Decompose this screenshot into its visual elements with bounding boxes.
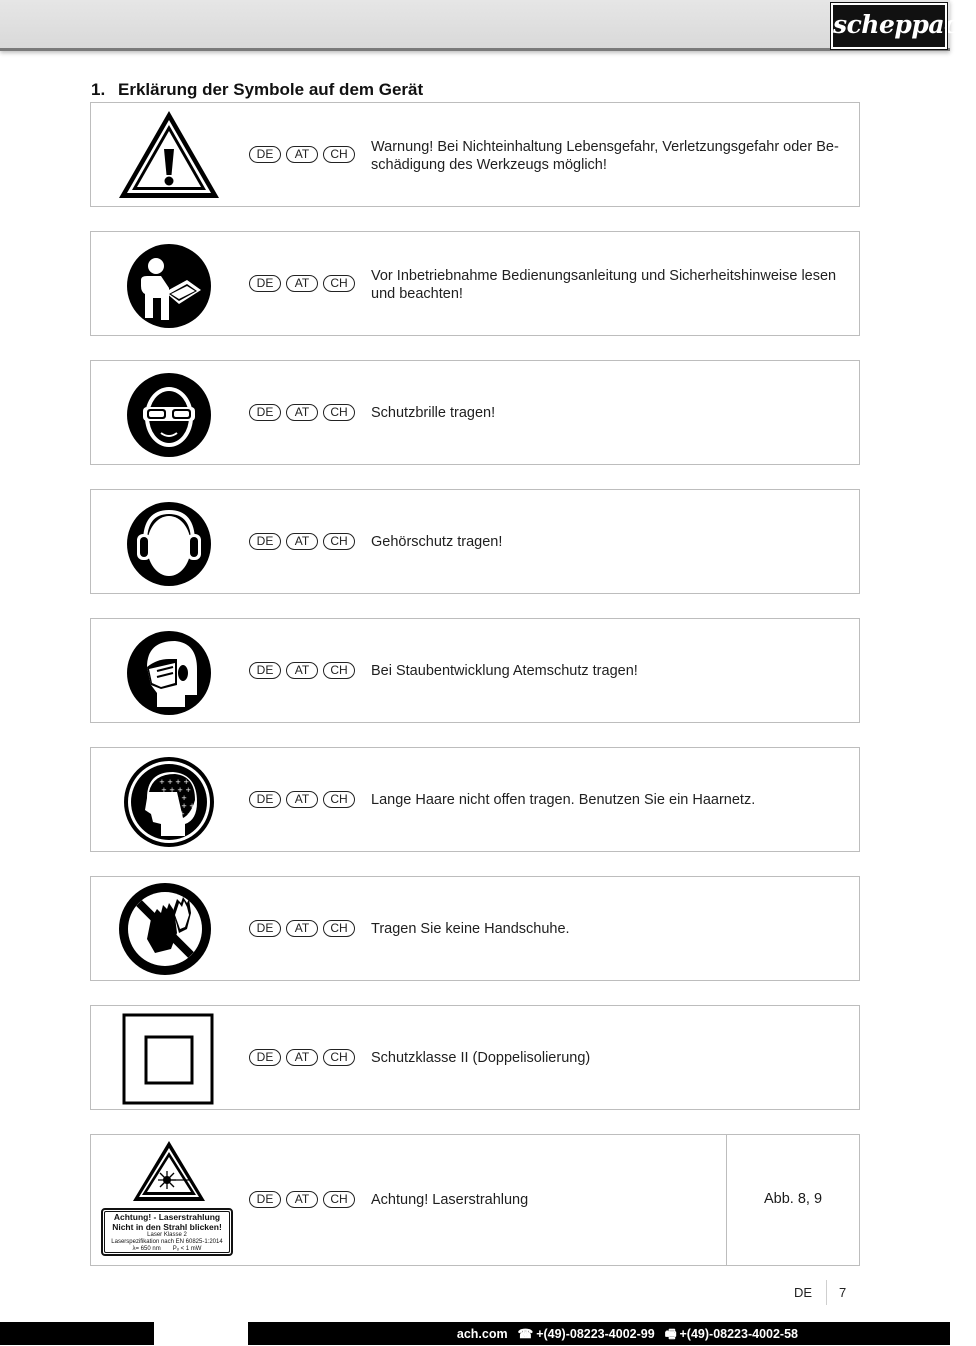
brand-logo: scheppach xyxy=(831,3,947,49)
section-title xyxy=(91,80,423,100)
country-tag-at: AT xyxy=(286,146,318,163)
country-tag-de: DE xyxy=(249,662,281,679)
header-bar xyxy=(0,0,976,51)
footer-divider xyxy=(826,1280,827,1305)
svg-text:+ + + +: + + + + xyxy=(159,778,190,786)
symbol-row-warning xyxy=(90,102,860,207)
country-tags xyxy=(249,1049,360,1067)
country-tag-de: DE xyxy=(249,1191,281,1208)
read-manual-icon xyxy=(117,236,221,331)
laser-power: Pₒ < 1 mW xyxy=(172,1246,202,1252)
symbol-row-ear-protection xyxy=(90,489,860,594)
symbol-description: Schutzbrille tragen! xyxy=(371,405,496,421)
symbol-row-hairnet xyxy=(90,747,860,852)
page-language: DE xyxy=(794,1285,813,1300)
laser-label-line3: Laser Klasse 2 xyxy=(147,1232,187,1238)
country-tag-de: DE xyxy=(249,791,281,808)
country-tags xyxy=(249,146,360,164)
country-tag-at: AT xyxy=(286,275,318,292)
country-tag-de: DE xyxy=(249,533,281,550)
warning-triangle-icon xyxy=(117,107,221,202)
svg-text:+ + +: + + + xyxy=(173,802,196,810)
laser-warning-label xyxy=(101,1208,233,1256)
country-tags xyxy=(249,533,360,551)
country-tag-at: AT xyxy=(286,1049,318,1066)
fax-icon: 🖷 xyxy=(664,1327,677,1341)
country-tags xyxy=(249,791,360,809)
symbol-description: Vor Inbetriebnahme Bedienungsanleitung und Sicherheitshinweise lesen und beachten! xyxy=(371,268,837,302)
country-tags xyxy=(249,1191,360,1209)
contact-bar xyxy=(0,1322,950,1345)
svg-text:+ + + +: + + + + xyxy=(161,786,192,794)
safety-goggles-icon xyxy=(117,365,221,460)
country-tag-de: DE xyxy=(249,404,281,421)
country-tags xyxy=(249,275,360,293)
page-number: 7 xyxy=(839,1285,847,1300)
laser-wavelength: λ= 650 nm xyxy=(132,1246,161,1252)
symbol-row-read-manual xyxy=(90,231,860,336)
symbol-row-protection-class xyxy=(90,1005,860,1110)
figure-reference: Abb. 8, 9 xyxy=(763,1191,823,1207)
phone-icon: ☎ xyxy=(517,1327,534,1341)
country-tag-at: AT xyxy=(286,404,318,421)
country-tag-at: AT xyxy=(286,791,318,808)
symbol-description: Schutzklasse II (Doppelisolierung) xyxy=(371,1050,591,1066)
country-tag-ch: CH xyxy=(323,404,355,421)
laser-label-line1: Achtung! - Laserstrahlung xyxy=(113,1212,221,1222)
country-tag-ch: CH xyxy=(323,1049,355,1066)
symbol-description: Bei Staubentwicklung Atemschutz tragen! xyxy=(371,663,638,679)
contact-bar-gap xyxy=(154,1322,248,1345)
country-tag-ch: CH xyxy=(323,920,355,937)
country-tag-at: AT xyxy=(286,533,318,550)
country-tag-de: DE xyxy=(249,1049,281,1066)
country-tags xyxy=(249,404,360,422)
country-tag-ch: CH xyxy=(323,275,355,292)
country-tag-ch: CH xyxy=(323,533,355,550)
country-tag-ch: CH xyxy=(323,146,355,163)
symbol-row-no-gloves xyxy=(90,876,860,981)
contact-info xyxy=(457,1325,798,1346)
svg-text:+ +: + + xyxy=(179,810,193,818)
laser-label-specs xyxy=(105,1246,229,1253)
laser-warning-icon xyxy=(131,1139,207,1203)
country-tag-ch: CH xyxy=(323,791,355,808)
symbol-row-goggles xyxy=(90,360,860,465)
country-tag-at: AT xyxy=(286,662,318,679)
phone-number: +(49)-08223-4002-99 xyxy=(536,1327,655,1341)
country-tag-ch: CH xyxy=(323,1191,355,1208)
protection-class-ii-icon xyxy=(117,1010,221,1105)
fax-number: +(49)-08223-4002-58 xyxy=(679,1327,798,1341)
country-tag-de: DE xyxy=(249,146,281,163)
symbol-description: Tragen Sie keine Handschuhe. xyxy=(371,921,570,937)
symbol-description: Lange Haare nicht offen tragen. Benutzen Sie ein Haarnetz. xyxy=(371,792,756,808)
country-tags xyxy=(249,920,360,938)
section-title-text: Erklärung der Symbole auf dem Gerät xyxy=(118,80,424,99)
website-link[interactable]: ach.com xyxy=(456,1327,508,1341)
symbol-list xyxy=(90,102,860,1266)
symbol-row-laser xyxy=(90,1134,860,1266)
hairnet-icon xyxy=(117,752,221,847)
laser-label-line4: Laserspezifikation nach EN 60825-1:2014 xyxy=(111,1239,223,1245)
country-tag-de: DE xyxy=(249,275,281,292)
symbol-description: Achtung! Laserstrahlung xyxy=(371,1192,529,1208)
country-tag-at: AT xyxy=(286,920,318,937)
respirator-icon xyxy=(117,623,221,718)
symbol-description: Gehörschutz tragen! xyxy=(371,534,503,550)
section-number: 1. xyxy=(91,80,106,99)
symbol-description: Warnung! Bei Nichteinhaltung Lebensgefahr, Verletzungsgefahr oder Be- schädigung des Werkzeugs möglich! xyxy=(371,139,839,173)
no-gloves-icon xyxy=(117,881,221,976)
country-tag-at: AT xyxy=(286,1191,318,1208)
country-tags xyxy=(249,662,360,680)
svg-text:+ + +: + + + xyxy=(165,794,188,802)
country-tag-de: DE xyxy=(249,920,281,937)
laser-label-line2: Nicht in den Strahl blicken! xyxy=(112,1221,222,1232)
symbol-row-respirator xyxy=(90,618,860,723)
country-tag-ch: CH xyxy=(323,662,355,679)
ear-protection-icon xyxy=(117,494,221,589)
